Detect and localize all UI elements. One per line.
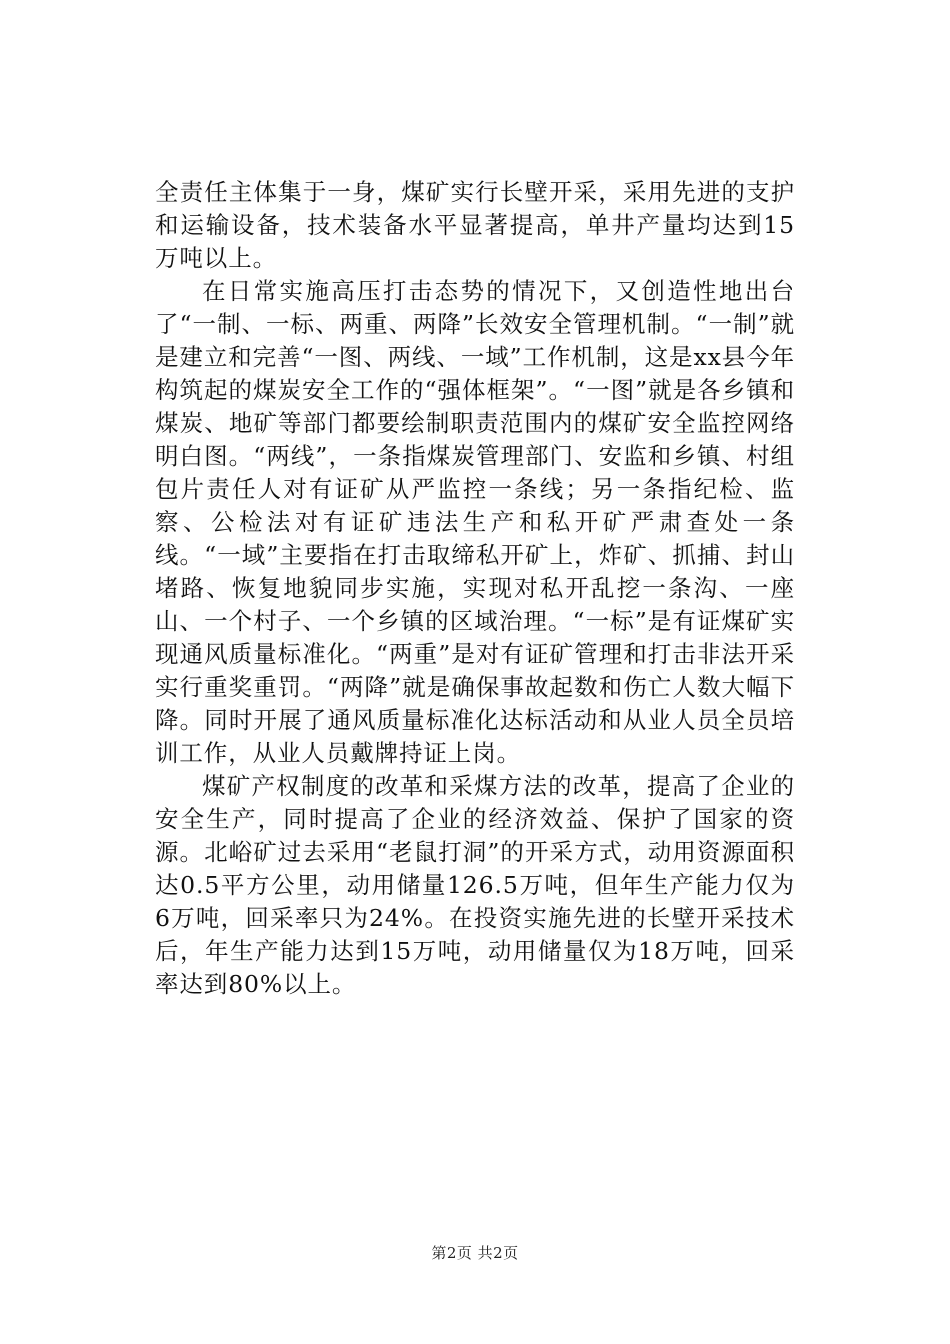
page-number-footer: 第2页 共2页 [431, 1244, 519, 1262]
paragraph-continuation: 全责任主体集于一身，煤矿实行长壁开采，采用先进的支护和运输设备，技术装备水平显著提高，单井产量均达到15万吨以上。 [155, 178, 795, 272]
document-body [155, 176, 795, 1001]
paragraph-reform-results: 煤矿产权制度的改革和采煤方法的改革，提高了企业的安全生产，同时提高了企业的经济效益、保护了国家的资源。北峪矿过去采用“老鼠打洞”的开采方式，动用资源面积达0.5平方公里，动用储量126.5万吨，但年生产能力仅为6万吨，回采率只为24%。在投资实施先进的长壁开采技术后，年生产能力达到15万吨，动用储量仅为18万吨，回采率达到80%以上。 [155, 772, 795, 998]
paragraph-safety-mechanism: 在日常实施高压打击态势的情况下，又创造性地出台了“一制、一标、两重、两降”长效安全管理机制。“一制”就是建立和完善“一图、两线、一域”工作机制，这是xx县今年构筑起的煤炭安全工作的“强体框架”。“一图”就是各乡镇和煤炭、地矿等部门都要绘制职责范围内的煤矿安全监控网络明白图。“两线”，一条指煤炭管理部门、安监和乡镇、村组包片责任人对有证矿从严监控一条线；另一条指纪检、监察、公检法对有证矿违法生产和私开矿严肃查处一条线。“一域”主要指在打击取缔私开矿上，炸矿、抓捕、封山堵路、恢复地貌同步实施，实现对私开乱挖一条沟、一座山、一个村子、一个乡镇的区域治理。“一标”是有证煤矿实现通风质量标准化。“两重”是对有证矿管理和打击非法开采实行重奖重罚。“两降”就是确保事故起数和伤亡人数大幅下降。同时开展了通风质量标准化达标活动和从业人员全员培训工作，从业人员戴牌持证上岗。 [155, 277, 795, 767]
